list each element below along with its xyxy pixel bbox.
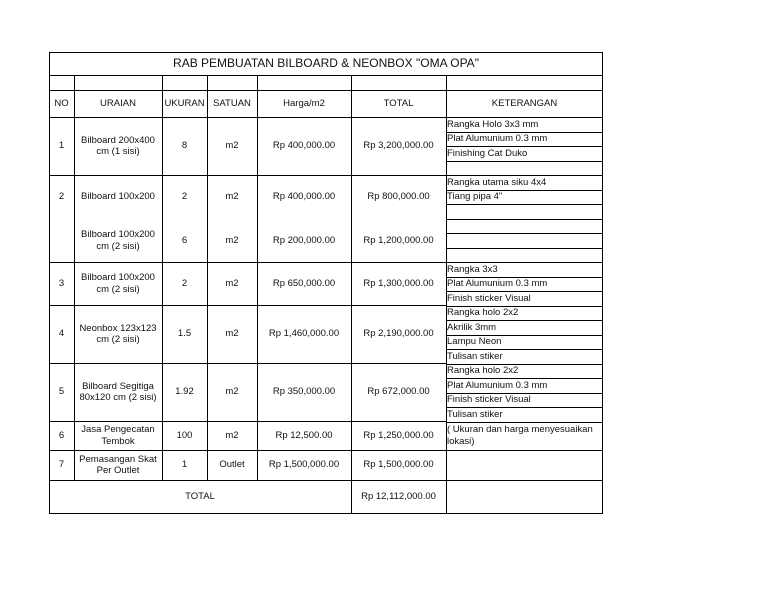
- row-6-total: Rp 672,000.00: [367, 386, 430, 398]
- keterangan-22: ( Ukuran dan harga menyesuaikan lokasi): [447, 424, 593, 447]
- row-1-uraian: Bilboard 200x400 cm (1 sisi): [81, 134, 155, 157]
- keterangan-12: Plat Alumunium 0.3 mm: [447, 278, 548, 290]
- keterangan-18: Rangka holo 2x2: [447, 365, 519, 377]
- row-1-satuan: m2: [225, 140, 239, 152]
- row-5-ukuran: 1.5: [177, 328, 192, 340]
- row-1-total: Rp 3,200,000.00: [363, 140, 434, 152]
- row-8-satuan: Outlet: [219, 459, 245, 471]
- row-4-uraian: Bilboard 100x200 cm (2 sisi): [81, 272, 155, 295]
- row-6-harga: Rp 350,000.00: [272, 386, 336, 398]
- rab-table: [49, 52, 603, 514]
- row-7-satuan: m2: [225, 429, 239, 441]
- header-total: TOTAL: [383, 97, 414, 109]
- keterangan-7: [446, 204, 603, 219]
- keterangan-9: [446, 233, 603, 248]
- row-4-no: 3: [58, 277, 65, 289]
- keterangan-13: Finish sticker Visual: [447, 292, 531, 304]
- row-5-no: 4: [58, 328, 65, 340]
- keterangan-19: Plat Alumunium 0.3 mm: [447, 379, 548, 391]
- row-3-total: Rp 1,200,000.00: [363, 234, 434, 246]
- row-7-ukuran: 100: [176, 429, 193, 441]
- keterangan-2: Plat Alumunium 0.3 mm: [447, 133, 548, 145]
- row-8-uraian: Pemasangan Skat Per Outlet: [79, 453, 157, 476]
- header-uraian: URAIAN: [100, 97, 136, 109]
- row-8-harga: Rp 1,500,000.00: [268, 459, 340, 471]
- row-3-uraian: Bilboard 100x200 cm (2 sisi): [81, 229, 155, 252]
- table-title: RAB PEMBUATAN BILBOARD & NEONBOX "OMA OPA": [173, 56, 479, 71]
- keterangan-14: Rangka holo 2x2: [447, 307, 519, 319]
- keterangan-17: Tulisan stiker: [447, 350, 503, 362]
- row-4-ukuran: 2: [181, 277, 188, 289]
- row-4-satuan: m2: [225, 277, 239, 289]
- header-harga: Harga/m2: [283, 97, 325, 109]
- row-3-harga: Rp 200,000.00: [272, 234, 336, 246]
- row-border-2b: [49, 262, 446, 263]
- keterangan-11: Rangka 3x3: [447, 263, 498, 275]
- row-5-uraian: Neonbox 123x123 cm (2 sisi): [79, 322, 157, 345]
- row-1-harga: Rp 400,000.00: [272, 140, 336, 152]
- row-2-ukuran: 2: [181, 191, 188, 203]
- row-6-no: 5: [58, 386, 65, 398]
- row-1-no: 1: [58, 140, 65, 152]
- keterangan-8: [446, 219, 603, 234]
- row-8-no: 7: [58, 459, 65, 471]
- keterangan-6: Tiang pipa 4": [447, 191, 503, 203]
- header-no: NO: [54, 97, 69, 109]
- header-keterangan: KETERANGAN: [491, 97, 558, 109]
- keterangan-23: [446, 450, 603, 480]
- row-7-total: Rp 1,250,000.00: [363, 429, 434, 441]
- row-3-no: [49, 219, 74, 262]
- row-2-total: Rp 800,000.00: [367, 191, 430, 203]
- row-5-total: Rp 2,190,000.00: [363, 328, 434, 340]
- title-border: [49, 75, 603, 76]
- row-5-satuan: m2: [225, 328, 239, 340]
- row-5-harga: Rp 1,460,000.00: [268, 328, 340, 340]
- grand-total-label: TOTAL: [185, 491, 215, 503]
- row-1-ukuran: 8: [181, 140, 188, 152]
- keterangan-1: Rangka Holo 3x3 mm: [447, 118, 539, 130]
- keterangan-21: Tulisan stiker: [447, 408, 503, 420]
- row-6-uraian: Bilboard Segitiga 80x120 cm (2 sisi): [79, 380, 157, 403]
- keterangan-3: Finishing Cat Duko: [447, 147, 528, 159]
- keterangan-4: [446, 161, 603, 176]
- row-2-uraian: Bilboard 100x200: [81, 191, 155, 203]
- keterangan-10: [446, 248, 603, 263]
- row-3-ukuran: 6: [181, 234, 188, 246]
- row-2-no: 2: [58, 191, 65, 203]
- row-6-satuan: m2: [225, 386, 239, 398]
- row-8-total: Rp 1,500,000.00: [363, 459, 434, 471]
- header-ukuran: UKURAN: [164, 97, 205, 109]
- row-3-satuan: m2: [225, 234, 239, 246]
- row-4-total: Rp 1,300,000.00: [363, 277, 434, 289]
- keterangan-5: Rangka utama siku 4x4: [447, 176, 547, 188]
- row-2-harga: Rp 400,000.00: [272, 191, 336, 203]
- row-4-harga: Rp 650,000.00: [272, 277, 336, 289]
- keterangan-20: Finish sticker Visual: [447, 394, 531, 406]
- row-2-satuan: m2: [225, 191, 239, 203]
- row-6-ukuran: 1.92: [175, 386, 194, 398]
- row-7-no: 6: [58, 429, 65, 441]
- keterangan-16: Lampu Neon: [447, 336, 502, 348]
- row-8-ukuran: 1: [181, 459, 188, 471]
- grand-total-value: Rp 12,112,000.00: [361, 491, 436, 503]
- header-satuan: SATUAN: [213, 97, 251, 109]
- row-7-harga: Rp 12,500.00: [275, 429, 333, 441]
- row-7-uraian: Jasa Pengecatan Tembok: [81, 424, 155, 447]
- keterangan-15: Akrilik 3mm: [447, 321, 497, 333]
